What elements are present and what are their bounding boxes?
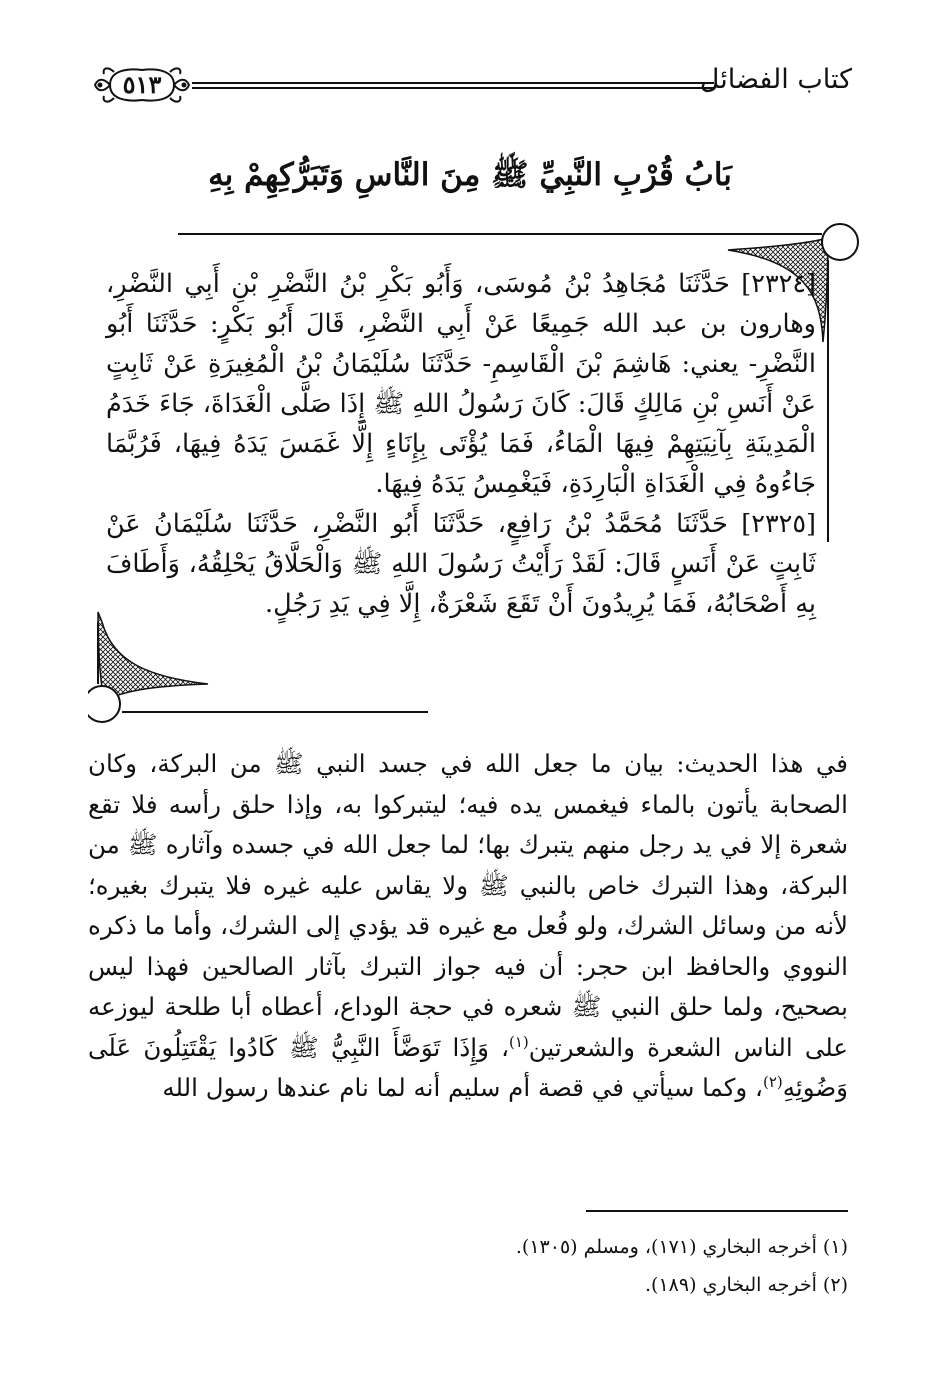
commentary-paragraph bbox=[88, 744, 848, 1109]
footnote-1: (١) أخرجه البخاري (١٧١)، ومسلم (١٣٠٥). bbox=[515, 1236, 848, 1258]
commentary-part-3: ، وكما سيأتي في قصة أم سليم أنه لما نام عندها رسول الله bbox=[162, 1073, 763, 1102]
footnote-ref-1[interactable]: (١) bbox=[509, 1032, 529, 1051]
footnote-ref-2[interactable]: (٢) bbox=[762, 1072, 783, 1091]
commentary-part-1: في هذا الحديث: بيان ما جعل الله في جسد النبي ﷺ من البركة، وكان الصحابة يأتون بالماء فيغمس يده فيه؛ ليتبركوا به، وإذا حلق رأسه فلا تقع شعرة إلا في يد رجل منهم يتبرك بها؛ لما جعل الله في جسده وآثاره ﷺ من البركة، وهذا التبرك خاص بالنبي ﷺ ولا يقاس عليه غيره فلا يتبرك بغيره؛ لأنه من وسائل الشرك، ولو فُعل مع غيره قد يؤدي إلى الشرك، وأما ما ذكره النووي والحافظ ابن حجر: أن فيه جواز التبرك بآثار الصالحين فهذا ليس بصحيح، ولما حلق النبي ﷺ شعره في حجة الوداع، أعطاه أبا طلحة ليوزعه على الناس الشعرة والشعرتين bbox=[88, 749, 848, 1062]
hadith-text-block bbox=[106, 264, 816, 624]
chapter-title: بَابُ قُرْبِ النَّبِيِّ ﷺ مِنَ النَّاسِ وَتَبَرُّكِهِمْ بِهِ bbox=[208, 157, 732, 193]
footnote-2: (٢) أخرجه البخاري (١٨٩). bbox=[644, 1274, 848, 1296]
page-number-ornament bbox=[92, 62, 192, 108]
footnotes bbox=[88, 1228, 848, 1304]
hadith-2325: [٢٣٢٥] حَدَّثَنَا مُحَمَّدُ بْنُ رَافِعٍ، حَدَّثَنَا أَبُو النَّضْرِ، حَدَّثَنَا سُلَيْمَانُ عَنْ ثَابِتٍ عَنْ أَنَسٍ قَالَ: لَقَدْ رَأَيْتُ رَسُولَ اللهِ ﷺ وَالْحَلَّاقُ يَحْلِقُهُ، وَأَطَافَ بِهِ أَصْحَابُهُ، فَمَا يُرِيدُونَ أَنْ تَقَعَ شَعْرَةٌ، إِلَّا فِي يَدِ رَجُلٍ. bbox=[106, 509, 816, 619]
running-header bbox=[92, 62, 852, 108]
commentary-text bbox=[88, 744, 848, 1109]
page-number: ٥١٣ bbox=[122, 70, 162, 99]
commentary-part-2: ، وَإِذَا تَوَضَّأَ النَّبِيُّ ﷺ كَادُوا يَقْتَتِلُونَ عَلَى وَضُوئِهِ bbox=[88, 1032, 848, 1102]
footnote-divider bbox=[586, 1210, 848, 1212]
book-title: كتاب الفضائل bbox=[699, 64, 852, 95]
hadith-2324: [٢٣٢٤] حَدَّثَنَا مُجَاهِدُ بْنُ مُوسَى، وَأَبُو بَكْرِ بْنُ النَّضْرِ بْنِ أَبِي النَّضْرِ، وهارون بن عبد الله جَمِيعًا عَنْ أَبِي النَّضْرِ، قَالَ أَبُو بَكْرٍ: حَدَّثَنَا أَبُو النَّضْرِ- يعني: هَاشِمَ بْنَ الْقَاسِمِ- حَدَّثَنَا سُلَيْمَانُ بْنُ الْمُغِيرَةِ عَنْ ثَابِتٍ عَنْ أَنَسِ بْنِ مَالِكٍ قَالَ: كَانَ رَسُولُ اللهِ ﷺ إِذَا صَلَّى الْغَدَاةَ، جَاءَ خَدَمُ الْمَدِينَةِ بِآنِيَتِهِمْ فِيهَا الْمَاءُ، فَمَا يُؤْتَى بِإِنَاءٍ إِلَّا غَمَسَ يَدَهُ فِيهَا، فَرُبَّمَا جَاءُوهُ فِي الْغَدَاةِ الْبَارِدَةِ، فَيَغْمِسُ يَدَهُ فِيهَا. bbox=[106, 269, 816, 499]
header-rule bbox=[192, 82, 714, 89]
hadith-frame bbox=[88, 222, 862, 724]
